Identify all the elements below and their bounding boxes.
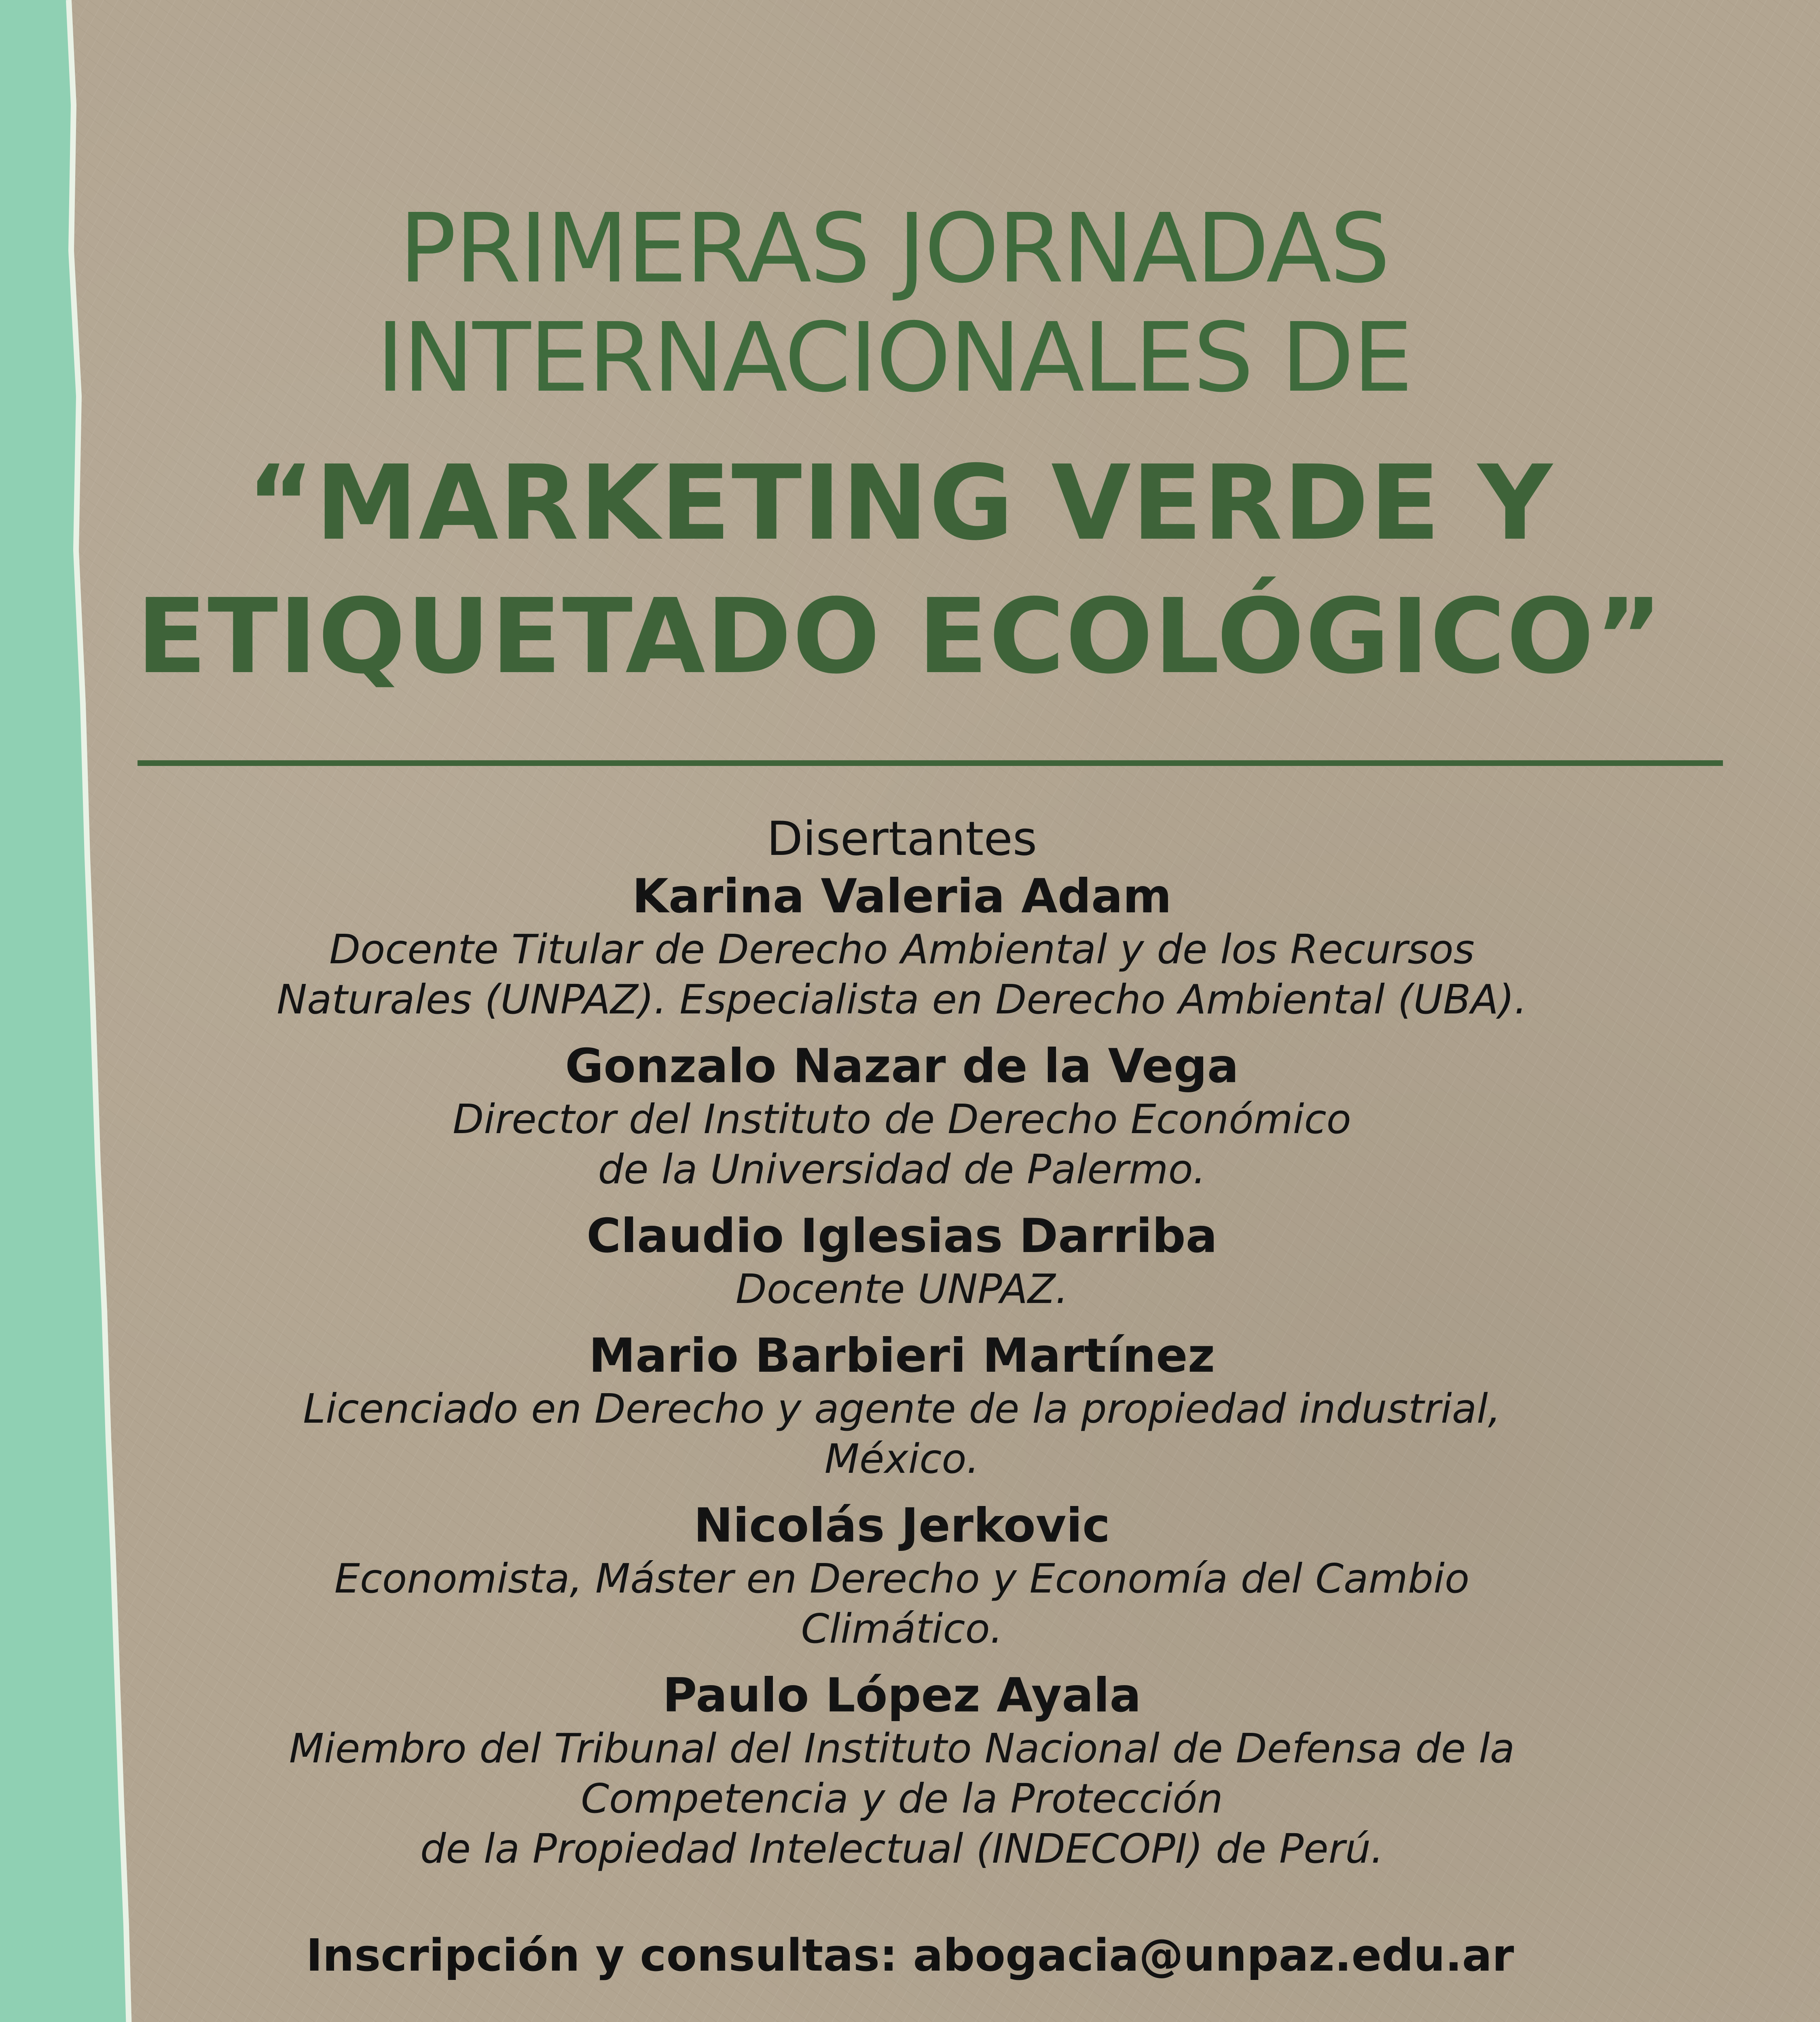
speakers-section <box>154 813 1650 1888</box>
speakers-label: Disertantes <box>766 812 1037 866</box>
title-line-2: INTERNACIONALES DE <box>376 302 1412 413</box>
registration-contact: Inscripción y consultas: abogacia@unpaz.edu.ar <box>306 1929 1514 1981</box>
speaker-role: Miembro del Tribunal del Instituto Nacional de Defensa de la Competencia y de la Protección de la Propiedad Intelectual (INDECOPI) de Perú. <box>289 1725 1515 1872</box>
speaker-name: Gonzalo Nazar de la Vega <box>565 1039 1239 1093</box>
speaker-name: Karina Valeria Adam <box>632 869 1172 924</box>
speaker-name: Mario Barbieri Martínez <box>588 1328 1215 1383</box>
event-title-intro <box>97 194 1691 412</box>
title-line-3: “MARKETING VERDE Y <box>246 443 1553 563</box>
speaker-name: Claudio Iglesias Darriba <box>586 1209 1217 1263</box>
speaker-entry <box>154 1328 1650 1484</box>
speaker-role: Licenciado en Derecho y agente de la propiedad industrial, México. <box>303 1385 1501 1483</box>
speaker-entry <box>154 869 1650 1025</box>
speaker-role: Docente UNPAZ. <box>735 1265 1069 1313</box>
speaker-entry <box>154 1668 1650 1874</box>
title-line-1: PRIMERAS JORNADAS <box>399 193 1389 304</box>
speaker-entry <box>154 1498 1650 1654</box>
speaker-name: Paulo López Ayala <box>662 1668 1141 1723</box>
title-line-4: ETIQUETADO ECOLÓGICO” <box>136 577 1663 697</box>
title-divider <box>138 760 1723 766</box>
speaker-entry <box>154 1038 1650 1195</box>
speaker-role: Economista, Máster en Derecho y Economía del Cambio Climático. <box>334 1555 1470 1652</box>
speaker-role: Director del Instituto de Derecho Económico de la Universidad de Palermo. <box>453 1096 1351 1193</box>
speaker-role: Docente Titular de Derecho Ambiental y de los Recursos Naturales (UNPAZ). Especialista en Derecho Ambiental (UBA). <box>277 926 1527 1023</box>
event-title-main <box>81 437 1719 704</box>
speaker-name: Nicolás Jerkovic <box>694 1498 1110 1553</box>
speaker-entry <box>154 1208 1650 1314</box>
